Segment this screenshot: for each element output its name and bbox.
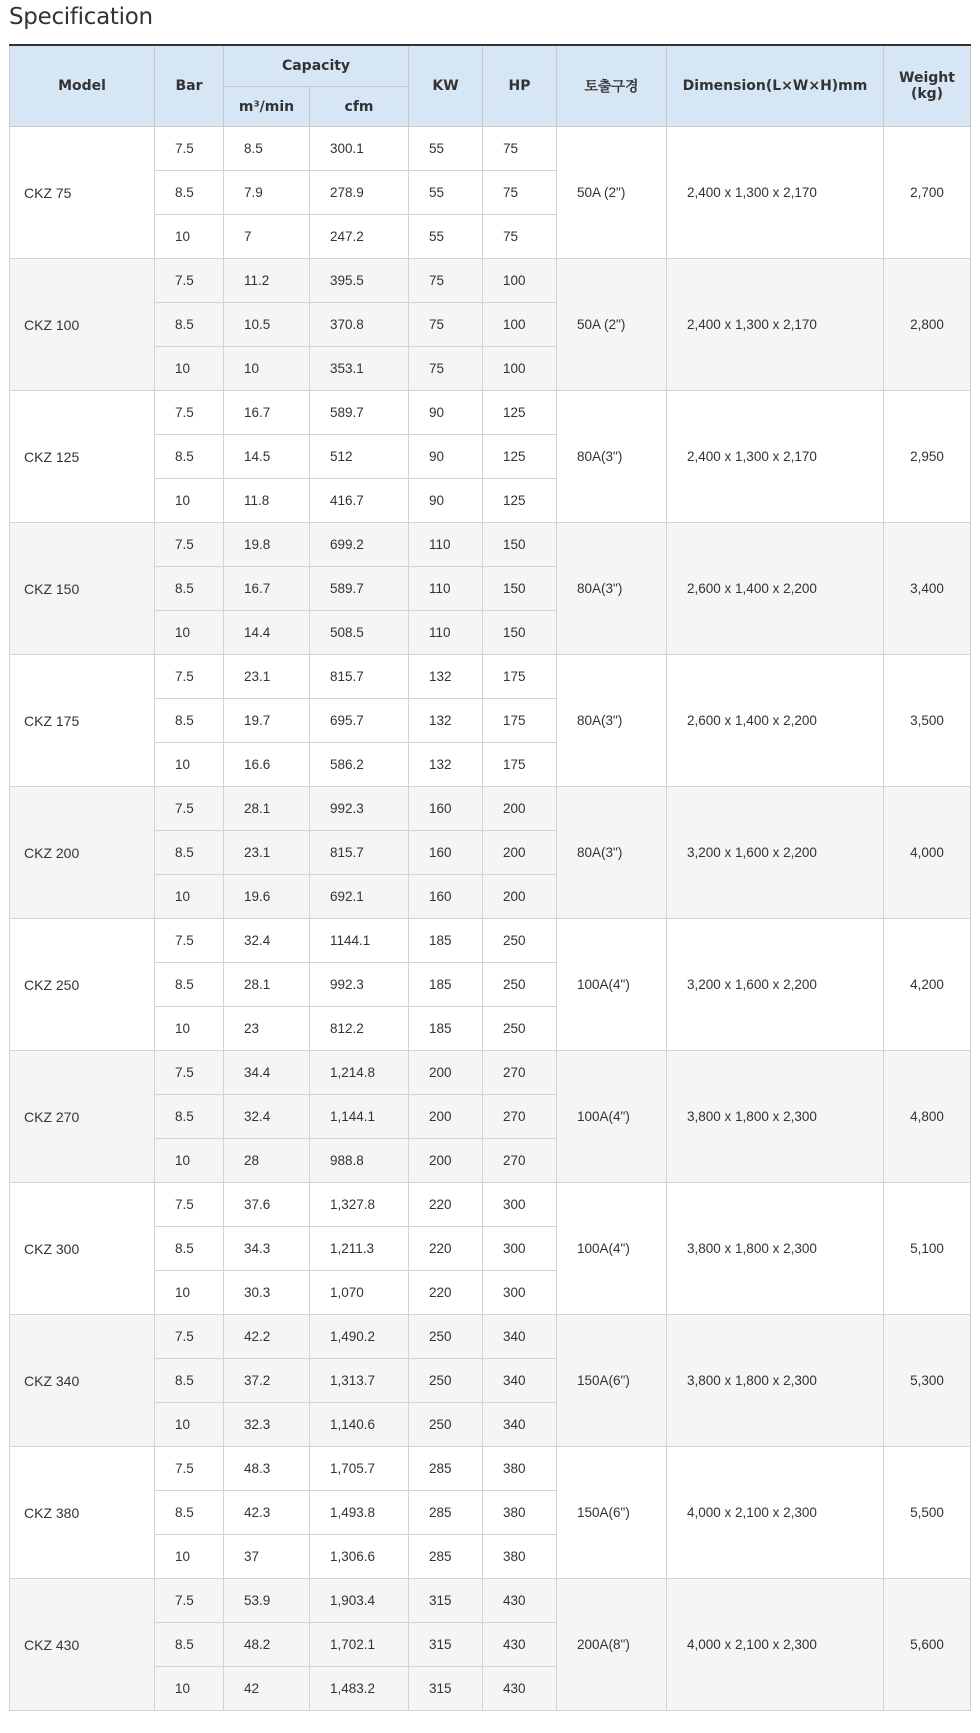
cfm-cell: 416.7 bbox=[310, 479, 409, 523]
m3min-cell: 16.6 bbox=[224, 743, 310, 787]
m3min-cell: 32.3 bbox=[224, 1403, 310, 1447]
bar-cell: 7.5 bbox=[155, 1579, 224, 1623]
bar-cell: 8.5 bbox=[155, 171, 224, 215]
outlet-cell: 100A(4") bbox=[557, 919, 667, 1051]
hp-cell: 380 bbox=[483, 1535, 557, 1579]
kw-cell: 55 bbox=[409, 127, 483, 171]
cfm-cell: 1,903.4 bbox=[310, 1579, 409, 1623]
kw-cell: 132 bbox=[409, 699, 483, 743]
cfm-cell: 1,070 bbox=[310, 1271, 409, 1315]
bar-cell: 8.5 bbox=[155, 1227, 224, 1271]
cfm-cell: 1,705.7 bbox=[310, 1447, 409, 1491]
hp-cell: 125 bbox=[483, 435, 557, 479]
m3min-cell: 48.2 bbox=[224, 1623, 310, 1667]
table-body bbox=[10, 127, 971, 1711]
kw-cell: 250 bbox=[409, 1315, 483, 1359]
model-cell: CKZ 150 bbox=[10, 523, 155, 655]
hp-cell: 430 bbox=[483, 1667, 557, 1711]
m3min-cell: 42 bbox=[224, 1667, 310, 1711]
bar-cell: 7.5 bbox=[155, 1447, 224, 1491]
weight-cell: 2,950 bbox=[884, 391, 971, 523]
model-cell: CKZ 100 bbox=[10, 259, 155, 391]
bar-cell: 10 bbox=[155, 1667, 224, 1711]
dimension-cell: 3,200 x 1,600 x 2,200 bbox=[667, 787, 884, 919]
cfm-cell: 988.8 bbox=[310, 1139, 409, 1183]
m3min-cell: 19.7 bbox=[224, 699, 310, 743]
kw-cell: 285 bbox=[409, 1535, 483, 1579]
weight-cell: 2,800 bbox=[884, 259, 971, 391]
spec-table-container bbox=[9, 44, 970, 1711]
cfm-cell: 1,490.2 bbox=[310, 1315, 409, 1359]
m3min-cell: 30.3 bbox=[224, 1271, 310, 1315]
header-outlet: 토출구경 bbox=[557, 45, 667, 127]
spec-table bbox=[9, 44, 971, 1711]
kw-cell: 220 bbox=[409, 1227, 483, 1271]
kw-cell: 185 bbox=[409, 1007, 483, 1051]
bar-cell: 10 bbox=[155, 1271, 224, 1315]
m3min-cell: 28.1 bbox=[224, 963, 310, 1007]
hp-cell: 200 bbox=[483, 831, 557, 875]
hp-cell: 150 bbox=[483, 567, 557, 611]
cfm-cell: 589.7 bbox=[310, 391, 409, 435]
bar-cell: 8.5 bbox=[155, 963, 224, 1007]
bar-cell: 7.5 bbox=[155, 655, 224, 699]
table-row bbox=[10, 919, 971, 963]
kw-cell: 160 bbox=[409, 831, 483, 875]
hp-cell: 250 bbox=[483, 963, 557, 1007]
kw-cell: 75 bbox=[409, 303, 483, 347]
cfm-cell: 992.3 bbox=[310, 787, 409, 831]
kw-cell: 250 bbox=[409, 1359, 483, 1403]
m3min-cell: 7 bbox=[224, 215, 310, 259]
table-row bbox=[10, 523, 971, 567]
cfm-cell: 512 bbox=[310, 435, 409, 479]
weight-cell: 5,100 bbox=[884, 1183, 971, 1315]
bar-cell: 7.5 bbox=[155, 1051, 224, 1095]
table-row bbox=[10, 1315, 971, 1359]
cfm-cell: 300.1 bbox=[310, 127, 409, 171]
hp-cell: 125 bbox=[483, 479, 557, 523]
bar-cell: 8.5 bbox=[155, 699, 224, 743]
m3min-cell: 42.2 bbox=[224, 1315, 310, 1359]
hp-cell: 430 bbox=[483, 1579, 557, 1623]
hp-cell: 150 bbox=[483, 611, 557, 655]
dimension-cell: 3,800 x 1,800 x 2,300 bbox=[667, 1183, 884, 1315]
bar-cell: 10 bbox=[155, 1007, 224, 1051]
cfm-cell: 589.7 bbox=[310, 567, 409, 611]
m3min-cell: 7.9 bbox=[224, 171, 310, 215]
kw-cell: 200 bbox=[409, 1095, 483, 1139]
hp-cell: 200 bbox=[483, 875, 557, 919]
bar-cell: 7.5 bbox=[155, 1315, 224, 1359]
kw-cell: 285 bbox=[409, 1491, 483, 1535]
bar-cell: 8.5 bbox=[155, 1359, 224, 1403]
cfm-cell: 1,140.6 bbox=[310, 1403, 409, 1447]
outlet-cell: 150A(6") bbox=[557, 1447, 667, 1579]
m3min-cell: 37 bbox=[224, 1535, 310, 1579]
m3min-cell: 11.8 bbox=[224, 479, 310, 523]
cfm-cell: 370.8 bbox=[310, 303, 409, 347]
header-kw: KW bbox=[409, 45, 483, 127]
bar-cell: 8.5 bbox=[155, 567, 224, 611]
kw-cell: 110 bbox=[409, 523, 483, 567]
hp-cell: 270 bbox=[483, 1051, 557, 1095]
kw-cell: 200 bbox=[409, 1051, 483, 1095]
cfm-cell: 699.2 bbox=[310, 523, 409, 567]
hp-cell: 430 bbox=[483, 1623, 557, 1667]
hp-cell: 175 bbox=[483, 699, 557, 743]
hp-cell: 150 bbox=[483, 523, 557, 567]
dimension-cell: 4,000 x 2,100 x 2,300 bbox=[667, 1447, 884, 1579]
m3min-cell: 16.7 bbox=[224, 567, 310, 611]
bar-cell: 10 bbox=[155, 875, 224, 919]
kw-cell: 220 bbox=[409, 1271, 483, 1315]
hp-cell: 100 bbox=[483, 259, 557, 303]
cfm-cell: 812.2 bbox=[310, 1007, 409, 1051]
weight-cell: 4,800 bbox=[884, 1051, 971, 1183]
kw-cell: 75 bbox=[409, 259, 483, 303]
dimension-cell: 2,400 x 1,300 x 2,170 bbox=[667, 259, 884, 391]
table-row bbox=[10, 391, 971, 435]
m3min-cell: 34.4 bbox=[224, 1051, 310, 1095]
cfm-cell: 1,493.8 bbox=[310, 1491, 409, 1535]
dimension-cell: 2,600 x 1,400 x 2,200 bbox=[667, 523, 884, 655]
outlet-cell: 50A (2") bbox=[557, 259, 667, 391]
hp-cell: 250 bbox=[483, 919, 557, 963]
outlet-cell: 80A(3") bbox=[557, 391, 667, 523]
header-bar: Bar bbox=[155, 45, 224, 127]
weight-cell: 3,400 bbox=[884, 523, 971, 655]
bar-cell: 8.5 bbox=[155, 1623, 224, 1667]
m3min-cell: 19.6 bbox=[224, 875, 310, 919]
m3min-cell: 14.5 bbox=[224, 435, 310, 479]
m3min-cell: 37.2 bbox=[224, 1359, 310, 1403]
weight-cell: 5,500 bbox=[884, 1447, 971, 1579]
kw-cell: 200 bbox=[409, 1139, 483, 1183]
model-cell: CKZ 125 bbox=[10, 391, 155, 523]
m3min-cell: 11.2 bbox=[224, 259, 310, 303]
model-cell: CKZ 380 bbox=[10, 1447, 155, 1579]
m3min-cell: 53.9 bbox=[224, 1579, 310, 1623]
kw-cell: 90 bbox=[409, 391, 483, 435]
table-row bbox=[10, 1183, 971, 1227]
m3min-cell: 23.1 bbox=[224, 655, 310, 699]
m3min-cell: 10.5 bbox=[224, 303, 310, 347]
bar-cell: 10 bbox=[155, 215, 224, 259]
hp-cell: 300 bbox=[483, 1183, 557, 1227]
m3min-cell: 23 bbox=[224, 1007, 310, 1051]
weight-cell: 2,700 bbox=[884, 127, 971, 259]
m3min-cell: 8.5 bbox=[224, 127, 310, 171]
kw-cell: 185 bbox=[409, 963, 483, 1007]
hp-cell: 75 bbox=[483, 171, 557, 215]
kw-cell: 315 bbox=[409, 1667, 483, 1711]
cfm-cell: 695.7 bbox=[310, 699, 409, 743]
kw-cell: 285 bbox=[409, 1447, 483, 1491]
m3min-cell: 28.1 bbox=[224, 787, 310, 831]
header-hp: HP bbox=[483, 45, 557, 127]
m3min-cell: 42.3 bbox=[224, 1491, 310, 1535]
m3min-cell: 28 bbox=[224, 1139, 310, 1183]
cfm-cell: 815.7 bbox=[310, 655, 409, 699]
bar-cell: 7.5 bbox=[155, 391, 224, 435]
cfm-cell: 508.5 bbox=[310, 611, 409, 655]
cfm-cell: 353.1 bbox=[310, 347, 409, 391]
weight-cell: 5,600 bbox=[884, 1579, 971, 1711]
model-cell: CKZ 300 bbox=[10, 1183, 155, 1315]
table-row bbox=[10, 1579, 971, 1623]
weight-cell: 3,500 bbox=[884, 655, 971, 787]
outlet-cell: 80A(3") bbox=[557, 523, 667, 655]
cfm-cell: 278.9 bbox=[310, 171, 409, 215]
outlet-cell: 80A(3") bbox=[557, 655, 667, 787]
bar-cell: 7.5 bbox=[155, 523, 224, 567]
m3min-cell: 34.3 bbox=[224, 1227, 310, 1271]
bar-cell: 10 bbox=[155, 479, 224, 523]
cfm-cell: 1,327.8 bbox=[310, 1183, 409, 1227]
cfm-cell: 692.1 bbox=[310, 875, 409, 919]
hp-cell: 340 bbox=[483, 1359, 557, 1403]
kw-cell: 160 bbox=[409, 787, 483, 831]
hp-cell: 380 bbox=[483, 1491, 557, 1535]
table-row bbox=[10, 655, 971, 699]
cfm-cell: 1,313.7 bbox=[310, 1359, 409, 1403]
hp-cell: 75 bbox=[483, 215, 557, 259]
bar-cell: 10 bbox=[155, 1403, 224, 1447]
hp-cell: 100 bbox=[483, 303, 557, 347]
dimension-cell: 2,400 x 1,300 x 2,170 bbox=[667, 127, 884, 259]
cfm-cell: 247.2 bbox=[310, 215, 409, 259]
cfm-cell: 1,306.6 bbox=[310, 1535, 409, 1579]
dimension-cell: 4,000 x 2,100 x 2,300 bbox=[667, 1579, 884, 1711]
bar-cell: 10 bbox=[155, 611, 224, 655]
hp-cell: 175 bbox=[483, 655, 557, 699]
hp-cell: 380 bbox=[483, 1447, 557, 1491]
dimension-cell: 2,400 x 1,300 x 2,170 bbox=[667, 391, 884, 523]
model-cell: CKZ 270 bbox=[10, 1051, 155, 1183]
weight-cell: 4,200 bbox=[884, 919, 971, 1051]
m3min-cell: 10 bbox=[224, 347, 310, 391]
cfm-cell: 395.5 bbox=[310, 259, 409, 303]
header-dimension: Dimension(L×W×H)mm bbox=[667, 45, 884, 127]
table-row bbox=[10, 787, 971, 831]
model-cell: CKZ 340 bbox=[10, 1315, 155, 1447]
cfm-cell: 1,702.1 bbox=[310, 1623, 409, 1667]
m3min-cell: 23.1 bbox=[224, 831, 310, 875]
bar-cell: 8.5 bbox=[155, 1095, 224, 1139]
bar-cell: 7.5 bbox=[155, 127, 224, 171]
dimension-cell: 3,200 x 1,600 x 2,200 bbox=[667, 919, 884, 1051]
outlet-cell: 100A(4") bbox=[557, 1051, 667, 1183]
bar-cell: 7.5 bbox=[155, 259, 224, 303]
cfm-cell: 1144.1 bbox=[310, 919, 409, 963]
table-row bbox=[10, 259, 971, 303]
bar-cell: 8.5 bbox=[155, 303, 224, 347]
kw-cell: 132 bbox=[409, 743, 483, 787]
kw-cell: 110 bbox=[409, 567, 483, 611]
outlet-cell: 50A (2") bbox=[557, 127, 667, 259]
model-cell: CKZ 75 bbox=[10, 127, 155, 259]
kw-cell: 132 bbox=[409, 655, 483, 699]
table-row bbox=[10, 1447, 971, 1491]
kw-cell: 315 bbox=[409, 1623, 483, 1667]
hp-cell: 340 bbox=[483, 1315, 557, 1359]
cfm-cell: 1,211.3 bbox=[310, 1227, 409, 1271]
kw-cell: 315 bbox=[409, 1579, 483, 1623]
weight-cell: 4,000 bbox=[884, 787, 971, 919]
m3min-cell: 19.8 bbox=[224, 523, 310, 567]
kw-cell: 250 bbox=[409, 1403, 483, 1447]
header-weight-line2: (kg) bbox=[910, 86, 944, 102]
outlet-cell: 150A(6") bbox=[557, 1315, 667, 1447]
bar-cell: 7.5 bbox=[155, 1183, 224, 1227]
model-cell: CKZ 200 bbox=[10, 787, 155, 919]
cfm-cell: 1,214.8 bbox=[310, 1051, 409, 1095]
table-row bbox=[10, 127, 971, 171]
bar-cell: 10 bbox=[155, 743, 224, 787]
hp-cell: 300 bbox=[483, 1227, 557, 1271]
outlet-cell: 200A(8") bbox=[557, 1579, 667, 1711]
header-m3min: m³/min bbox=[224, 87, 310, 127]
bar-cell: 10 bbox=[155, 1139, 224, 1183]
kw-cell: 220 bbox=[409, 1183, 483, 1227]
model-cell: CKZ 175 bbox=[10, 655, 155, 787]
dimension-cell: 2,600 x 1,400 x 2,200 bbox=[667, 655, 884, 787]
m3min-cell: 37.6 bbox=[224, 1183, 310, 1227]
hp-cell: 200 bbox=[483, 787, 557, 831]
model-cell: CKZ 250 bbox=[10, 919, 155, 1051]
model-cell: CKZ 430 bbox=[10, 1579, 155, 1711]
kw-cell: 110 bbox=[409, 611, 483, 655]
weight-cell: 5,300 bbox=[884, 1315, 971, 1447]
kw-cell: 90 bbox=[409, 435, 483, 479]
kw-cell: 185 bbox=[409, 919, 483, 963]
outlet-cell: 100A(4") bbox=[557, 1183, 667, 1315]
table-header bbox=[10, 45, 971, 127]
bar-cell: 7.5 bbox=[155, 787, 224, 831]
cfm-cell: 815.7 bbox=[310, 831, 409, 875]
header-weight-line1: Weight bbox=[899, 70, 955, 86]
dimension-cell: 3,800 x 1,800 x 2,300 bbox=[667, 1315, 884, 1447]
kw-cell: 160 bbox=[409, 875, 483, 919]
bar-cell: 8.5 bbox=[155, 831, 224, 875]
kw-cell: 90 bbox=[409, 479, 483, 523]
bar-cell: 8.5 bbox=[155, 1491, 224, 1535]
hp-cell: 125 bbox=[483, 391, 557, 435]
kw-cell: 55 bbox=[409, 215, 483, 259]
hp-cell: 270 bbox=[483, 1095, 557, 1139]
dimension-cell: 3,800 x 1,800 x 2,300 bbox=[667, 1051, 884, 1183]
page-title: Specification bbox=[9, 4, 153, 30]
cfm-cell: 1,483.2 bbox=[310, 1667, 409, 1711]
hp-cell: 175 bbox=[483, 743, 557, 787]
table-row bbox=[10, 1051, 971, 1095]
m3min-cell: 48.3 bbox=[224, 1447, 310, 1491]
header-weight bbox=[884, 45, 971, 127]
hp-cell: 340 bbox=[483, 1403, 557, 1447]
cfm-cell: 586.2 bbox=[310, 743, 409, 787]
cfm-cell: 1,144.1 bbox=[310, 1095, 409, 1139]
m3min-cell: 32.4 bbox=[224, 1095, 310, 1139]
bar-cell: 10 bbox=[155, 1535, 224, 1579]
hp-cell: 100 bbox=[483, 347, 557, 391]
bar-cell: 7.5 bbox=[155, 919, 224, 963]
header-capacity: Capacity bbox=[224, 45, 409, 87]
kw-cell: 75 bbox=[409, 347, 483, 391]
hp-cell: 270 bbox=[483, 1139, 557, 1183]
m3min-cell: 14.4 bbox=[224, 611, 310, 655]
hp-cell: 300 bbox=[483, 1271, 557, 1315]
cfm-cell: 992.3 bbox=[310, 963, 409, 1007]
header-model: Model bbox=[10, 45, 155, 127]
hp-cell: 75 bbox=[483, 127, 557, 171]
bar-cell: 8.5 bbox=[155, 435, 224, 479]
header-cfm: cfm bbox=[310, 87, 409, 127]
bar-cell: 10 bbox=[155, 347, 224, 391]
kw-cell: 55 bbox=[409, 171, 483, 215]
m3min-cell: 16.7 bbox=[224, 391, 310, 435]
hp-cell: 250 bbox=[483, 1007, 557, 1051]
outlet-cell: 80A(3") bbox=[557, 787, 667, 919]
m3min-cell: 32.4 bbox=[224, 919, 310, 963]
